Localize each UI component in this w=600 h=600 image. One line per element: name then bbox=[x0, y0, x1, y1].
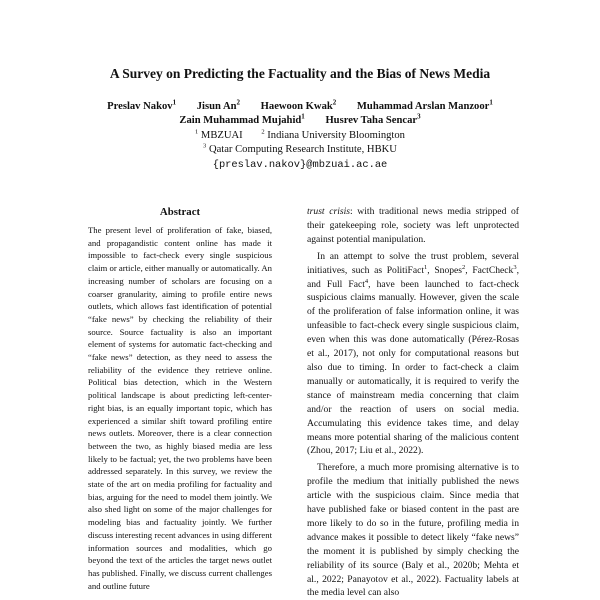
affiliation-row-2 bbox=[0, 143, 600, 157]
abstract-heading: Abstract bbox=[159, 206, 201, 218]
body-paragraph-3: Therefore, a much more promising alternative is to profile the medium that initially published the news article with the suspicious claim. Since media that have published fake or biased content in the past are more likely to do so in the future, profiling media in advance makes it possible to detect likely “fake news” the moment it is published by simply checking the reliability of its source (Baly et al., 2020b; Mehta et al., 2022; Panayotov et al., 2022). Factuality labels at the media level can also bbox=[307, 462, 519, 599]
affiliation: $^2$ Indiana University Bloomington bbox=[261, 128, 405, 141]
emphasis: trust crisis bbox=[307, 206, 351, 217]
author: Husrev Taha Sencar$^3$ bbox=[325, 112, 421, 126]
author: Muhammad Arslan Manzoor$^1$ bbox=[356, 98, 493, 112]
author: Haewoon Kwak$^2$ bbox=[260, 98, 337, 112]
paper-title: A Survey on Predicting the Factuality and the Bias of News Media bbox=[109, 66, 491, 81]
body-paragraph-2: In an attempt to solve the trust problem, several initiatives, such as PolitiFact$^1$, Snopes$^2$, FactCheck$^3$, and Full Fact$^4$, have been launched to fact-check suspicious claims manually. However, given the scale of the proliferation of false information online, it was unfeasible to fact-check every single suspicious claim, even when this was done automatically (Pérez-Rosas et al., 2017), not only for computational reasons but also due to timing. In order to fact-check a claim manually or automatically, it is required to verify the stance of mainstream media concerning that claim and/or the reaction of users on social media. Accumulating this evidence takes time, and delay means more potential sharing of the malicious content (Zhou, 2017; Liu et al., 2022). bbox=[307, 250, 520, 457]
affiliation: $^3$ Qatar Computing Research Institute, HBKU bbox=[203, 142, 397, 155]
author: Jisun An$^2$ bbox=[196, 98, 240, 112]
body-paragraph-1: trust crisis: with traditional news media stripped of their gatekeeping role, society was left unprotected against potential manipulation. bbox=[307, 206, 519, 245]
footnote-mark: 3 bbox=[513, 263, 517, 271]
author: Zain Muhammad Mujahid$^1$ bbox=[179, 112, 305, 126]
affiliation-row-1 bbox=[0, 129, 600, 143]
author-list bbox=[0, 100, 600, 128]
footnote-mark: 2 bbox=[462, 263, 466, 271]
author-row-1 bbox=[0, 100, 600, 114]
author: Preslav Nakov$^1$ bbox=[107, 98, 177, 112]
abstract-text: The present level of proliferation of fake, biased, and propagandistic content online has made it impossible to fact-check every single suspicious claim or article, either manually or automatically. An increasing number of scholars are focusing on a coarser granularity, aiming to profile entire news outlets, which allows fast identification of potential “fake news” by checking the reliability of their source. Source factuality is also an important element of systems for automatic fact-checking and “fake news” detection, as they need to assess the reliability of the evidence they retrieve online. Political bias detection, which in the Western political landscape is about predicting left-center-right bias, is an equally important topic, which has experienced a similar shift toward profiling entire news outlets. Moreover, there is a clear connection between the two, as highly biased media are less likely to be factual; yet, the two problems have been addressed separately. In this survey, we review the state of the art on media profiling for factuality and bias, arguing for the need to model them jointly. We also shed light on some of the major challenges for modeling bias and factuality jointly. We further discuss interesting recent advances in using different information sources and modalities, which go beyond the text of the articles the target news outlet has published. Finally, we discuss current challenges and outline future bbox=[88, 225, 272, 591]
contact-email[interactable]: {preslav.nakov}@mbzuai.ac.ae bbox=[212, 159, 388, 171]
footnote-mark: 4 bbox=[364, 277, 369, 285]
footnote-mark: 1 bbox=[424, 263, 428, 271]
author-row-2 bbox=[0, 114, 600, 128]
affiliation: $^1$ MBZUAI bbox=[195, 128, 243, 141]
body-column bbox=[307, 205, 519, 600]
affiliation-list bbox=[0, 129, 600, 157]
